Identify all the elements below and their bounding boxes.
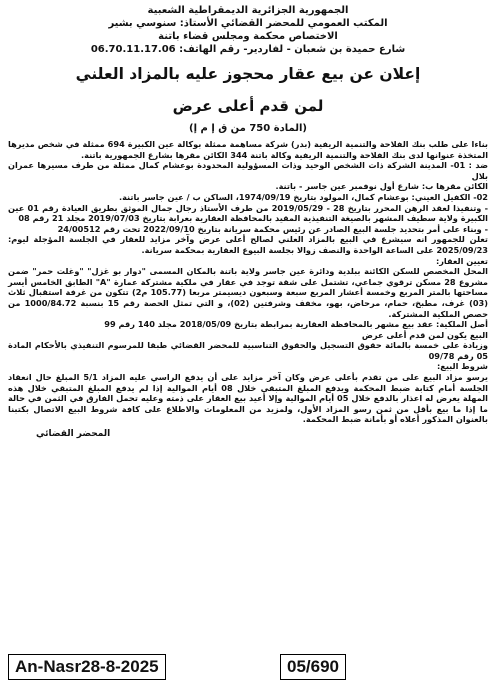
- jurisdiction: الاختصاص محكمة ومجلس قضاء باتنة: [158, 31, 338, 42]
- paragraph-property: المحل المخصص للسكن الكائنة ببلدية ودائرة عين جاسر ولاية باتنة بالمكان المسمى "دوار بو غزل" "وغلت حمر" ضمن مشروع 28 مسكن ترقوي جماعي، تشتمل على شقة توجد في عقار في ملكية مشتركة عمارة "A" الطابق الخامس أيسر مساحتها بالمتر المربع وخمسة أعشار المربع سبعة وسبعون ديسيمتر مربعا (105.77 م2) تتكون من غرفة استقبال ثلاث (03) غرف، مطبخ، حمام، مرحاض، بهو، مخفف وشرفتين (02)، و التي تمثل الحصة رقم 15 بنسبة 1000/84.72 من حصص الملكية المشتركة.: [8, 266, 489, 319]
- paragraph-fees: وزيادة على خمسة بالمائة حقوق التسجيل والحقوق التناسبية للمحضر القضائي طبقا للمرسوم التنفيذي بالأحكام المادة 05 رقم 09/78: [8, 340, 488, 361]
- paragraph-guarantor: 02- الكفيل العيني: بوعشام كمال، المولود بتاريخ 1974/09/19، الساكن ب / عين جاسر باتنة.: [118, 191, 488, 202]
- office-address: شارع حميدة بن شعبان - لفاردير- رقم الهاتف: 06.70.11.17.06: [90, 44, 406, 55]
- office-name: المكتب العمومي للمحضر القضائي الأستاذ: سنوسي بشير: [108, 18, 388, 29]
- notice-body: [8, 139, 488, 425]
- section-conditions-heading: شروط البيع:: [436, 361, 488, 372]
- legal-article: (المادة 750 من ق إ م إ): [189, 123, 307, 134]
- newspaper-reference: An-Nasr28-8-2025: [8, 654, 166, 680]
- page-number: 05/690: [280, 654, 346, 680]
- paragraph-address: الكائن مقرها ب: شارع أول نوفمبر عين جاسر - باتنة.: [275, 181, 488, 192]
- paragraph-conditions: يرسو مزاد البيع على من تقدم بأعلى عرض وكان آخر مزايد على أن يدفع الراسي عليه المزاد 5/1 المبلغ حال انعقاد الجلسة أمام كتابة ضبط المحكمة ويدفع المبلغ المتبقي خلال 08 أيام الموالية إذا لم يدفع المبلغ المتبقي خلال هذه المهلة يعرض له اعذار بالدفع خلال 05 أيام الموالية وإلا أعيد بيع العقار على ذمته وعليه تحمل الفارق في الثمن في حالة ما إذا ما بيع بأقل من ثمن رسو المزاد الأول، ولمزيد من المعلومات والاطلاع على كافة شروط البيع الاتصال بكتبنا بالعنوان المذكور أعلاه أو بأمانة ضبط المحكمة.: [8, 372, 488, 425]
- office-header: [8, 4, 488, 56]
- paragraph-request: بناءا على طلب بنك الفلاحة والتنمية الريفية (بدر) شركة مساهمة ممثلة بوكالة عين الكبيرة 694 ممثلة في شخص مديرها المتخذة عنوانها لدى بنك الفلاحة والتنمية الريفية وكالة باتنة 344 الكائن مقرها بشارع الجمهورية باتنة.: [8, 139, 489, 160]
- paragraph-announcement: تعلن للجمهور انه سيشرع في البيع بالمزاد العلني لصالح أعلى عرض وآخر مزايد للعقار في الجلسة المؤجلة ليوم: 2025/09/23 على الساعة الواحدة والنصف زوالا بجلسة البيوع العقارية بمحكمة سريانة.: [8, 234, 488, 255]
- notice-title: إعلان عن بيع عقار محجوز عليه بالمزاد العلني: [75, 65, 421, 83]
- bailiff-signature: المحضر القضائي: [36, 429, 111, 440]
- notice-subtitle: لمن قدم أعلى عرض: [172, 97, 324, 115]
- paragraph-ownership: أصل الملكية: عقد بيع مشهر بالمحافظة العقارية بمرابطة بتاريخ 2018/05/09 مجلد 140 رقم 99: [104, 319, 488, 330]
- section-property-heading: تعيين العقار:: [435, 255, 488, 266]
- paragraph-order: - وبناء على أمر بتحديد جلسة البيع الصادر عن رئيس محكمة سريانة بتاريخ 2022/09/10 تحت رقم 24/00512: [57, 223, 488, 234]
- paragraph-mortgage: - وتنفيذا لعقد الرهن المحرر بتاريخ 28 - 2019/05/29 من طرف الأستاذ رجال جمال الموثق بطريق العيادة رقم 01 عين الكبيرة ولاية سطيف المشهر بالصيغة التنفيذية المقيد بالمحافظة العقارية بعرابة بتاريخ 2019/07/03 مجلد 21 رقم 08: [8, 202, 488, 224]
- footer: [0, 650, 496, 689]
- paragraph-against: ضد : 01- المدينة الشركة ذات الشخص الوحيد وذات المسؤولية المحدودة بوعشام كمال ممثلة من طرف مسيرها عمران بلال: [8, 160, 488, 181]
- paragraph-highest-bid: البيع يكون لمن قدم أعلى عرض: [361, 329, 488, 340]
- republic-name: الجمهورية الجزائرية الديمقراطية الشعبية: [147, 5, 349, 16]
